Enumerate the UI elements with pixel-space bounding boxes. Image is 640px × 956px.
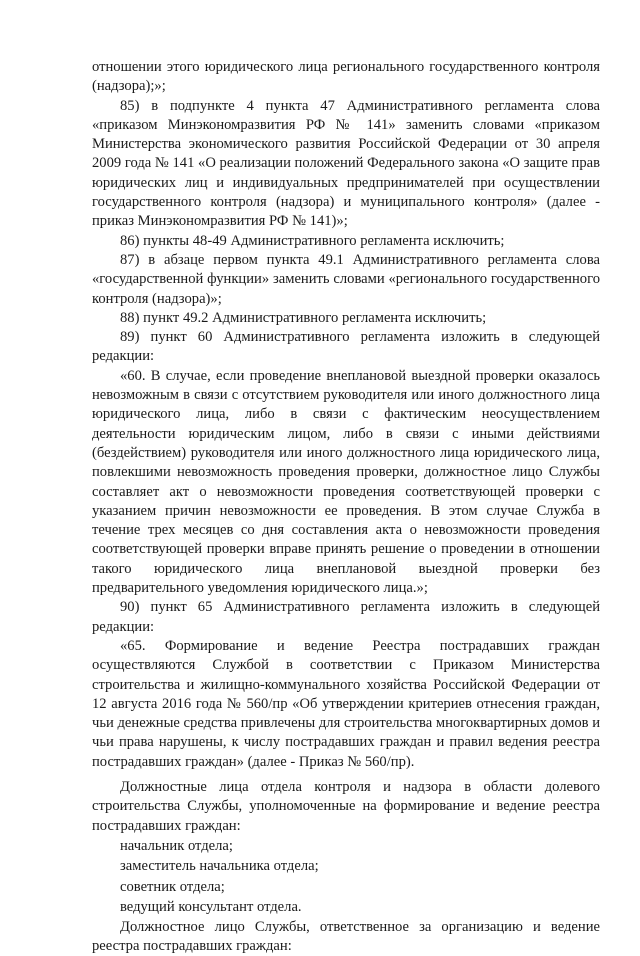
document-page [92,58,600,956]
paragraph-item-89: 89) пункт 60 Административного регламента изложить в следующей редакции: [92,329,600,365]
paragraph-continuation: отношении этого юридического лица регионального государственного контроля (надзора);»; [92,59,600,95]
paragraph-item-86: 86) пункты 48-49 Административного регламента исключить; [120,232,505,249]
list-item: советник отдела; [120,878,225,895]
paragraph-clause-65: «65. Формирование и ведение Реестра пострадавших граждан осуществляются Службой в соответствии с Приказом Министерства строительства и жилищно-коммунального хозяйства Российской Федерации от 12 августа 2016 года № 560/пр «Об утверждении критериев отнесения граждан, чьи денежные средства привлечены для строительства многоквартирных домов и чьи права нарушены, к числу пострадавших граждан и правил ведения реестра пострадавших граждан» (далее - Приказ № 560/пр). [92,637,600,770]
list-item: начальник отдела; [120,837,233,854]
paragraph-item-90: 90) пункт 65 Административного регламента изложить в следующей редакции: [92,599,600,635]
paragraph-item-85: 85) в подпункте 4 пункта 47 Административного регламента слова «приказом Минэкономразвития РФ № 141» заменить словами «приказом Министерства экономического развития Российской Федерации от 30 апреля 2009 года № 141 «О реализации положений Федерального закона «О защите прав юридических лиц и индивидуальных предпринимателей при осуществлении государственного контроля (надзора) и муниципального контроля» (далее - приказ Минэкономразвития РФ № 141)»; [92,97,600,230]
list-item: заместитель начальника отдела; [120,858,319,875]
paragraph-closing: Должностное лицо Службы, ответственное за организацию и ведение реестра пострадавших граждан: [92,918,600,955]
paragraph-clause-60: «60. В случае, если проведение внеплановой выездной проверки оказалось невозможным в связи с отсутствием руководителя или иного должностного лица юридического лица, либо в связи с фактическим неосуществлением деятельности юридическим лицом, либо в связи с иными действиями (бездействием) руководителя или иного должностного лица юридического лица, повлекшими невозможность проведения проверки, должностное лицо Службы составляет акт о невозможности проведения соответствующей проверки с указанием причин невозможности ее проведения. В этом случае Служба в течение трех месяцев со дня составления акта о невозможности проведения соответствующей проверки вправе принять решение о проведении в отношении такого юридического лица внеплановой выездной проверки без предварительного уведомления юридического лица.»; [92,367,600,597]
list-item: ведущий консультант отдела. [120,899,302,916]
paragraph-officials: Должностные лица отдела контроля и надзора в области долевого строительства Службы, уполномоченные на формирование и ведение реестра пострадавших граждан: [92,778,600,834]
paragraph-item-88: 88) пункт 49.2 Административного регламента исключить; [120,309,487,326]
paragraph-item-87: 87) в абзаце первом пункта 49.1 Административного регламента слова «государственной функции» заменить словами «регионального государственного контроля (надзора)»; [92,251,600,307]
